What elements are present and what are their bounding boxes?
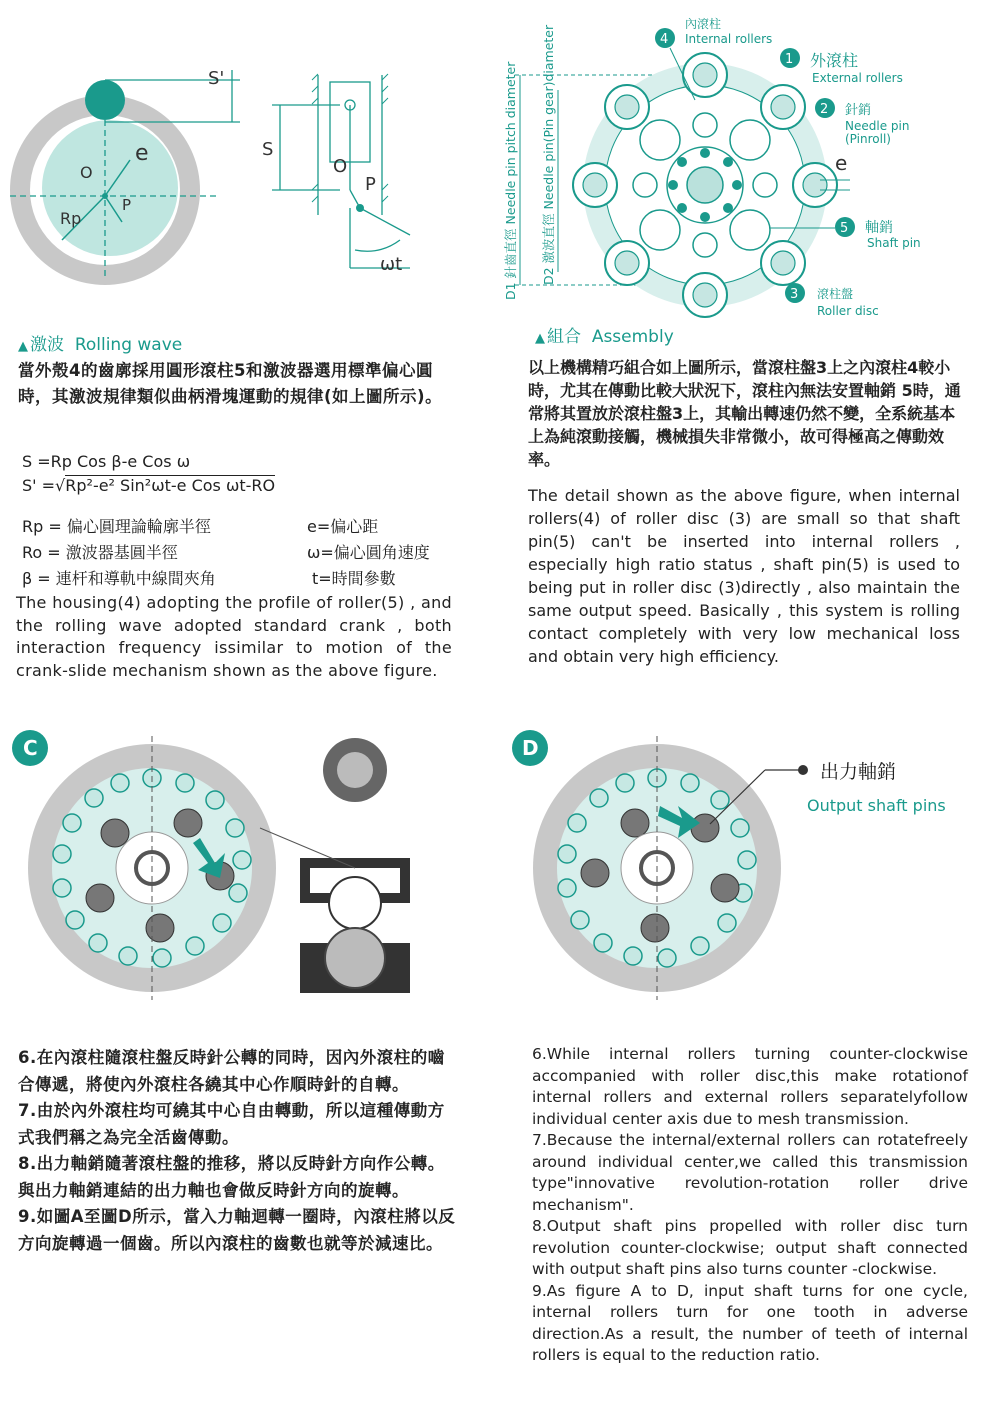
callout-5: 5: [840, 221, 849, 236]
label-d1: D1 針齒直徑 Needle pin pitch diameter: [503, 61, 518, 300]
bottom-zh-item: 9.如圖A至圖D所示，當入力軸迴轉一圈時，內滾柱將以反方向旋轉過一個齒。所以內滾柱的齒數也就等於減速比。: [18, 1207, 456, 1253]
bottom-en-block: [532, 1044, 968, 1367]
badge-c: C: [23, 736, 38, 760]
label-d2: D2 激波直徑 Needle pin(Pin gear)diameter: [541, 24, 556, 285]
label-o: O: [80, 163, 93, 182]
label-e-assembly: e: [835, 151, 848, 175]
formula-1: S =Rp Cos β-e Cos ω: [22, 452, 191, 471]
bottom-en-item: 6.While internal rollers turning counter-clockwise accompanied with roller disc,this make rotationof internal rollers and external rollers separatelyfollow individual center axis due to mesh transmission.: [532, 1045, 968, 1128]
caption-triangle-icon: ▲: [535, 331, 545, 346]
label-external-en: External rollers: [812, 71, 903, 85]
caption-en: Assembly: [591, 327, 674, 347]
label-shaft-zh: 軸銷: [865, 220, 893, 236]
formula-2-prefix: S' =: [22, 476, 56, 495]
caption-en: Rolling wave: [74, 335, 183, 355]
formula-2-body: Rp²-e² Sin²ωt-e Cos ωt-RO: [65, 476, 276, 495]
label-wt: ωt: [380, 254, 403, 275]
assembly-diagram: [500, 10, 990, 320]
figure-d: [510, 728, 990, 1008]
bottom-zh-block: [18, 1045, 458, 1257]
callout-3: 3: [790, 287, 799, 302]
legend-row: [22, 514, 442, 537]
callout-2: 2: [820, 102, 829, 117]
label-e: e: [135, 141, 149, 166]
sqrt-icon: √: [55, 476, 66, 495]
legend-row: [22, 540, 442, 563]
bottom-en-item: 9.As figure A to D, input shaft turns for one cycle, internal rollers turn for one tooth in adverse direction.As a result, the number of teeth of internal rollers is equal to the reduction ratio.: [532, 1281, 968, 1364]
legend-right: t=時間參數: [312, 569, 396, 588]
label-roller-disc-en: Roller disc: [817, 304, 879, 318]
legend-left: Rp = 偏心圓理論輪廓半徑: [22, 517, 211, 536]
legend-row: [22, 566, 442, 589]
label-internal-en: Internal rollers: [685, 32, 773, 46]
badge-d: D: [522, 736, 539, 760]
label-internal-zh: 內滾柱: [685, 17, 722, 31]
label-shaft-en: Shaft pin: [867, 236, 921, 250]
caption-zh: 組合: [547, 327, 581, 347]
label-s: S: [262, 139, 274, 160]
caption-rolling-wave: [18, 330, 182, 355]
label-o-slider: O: [333, 156, 348, 177]
rolling-wave-paragraph-en: The housing(4) adopting the profile of roller(5) , and the rolling wave adopted standard crank , both interaction frequency issimilar to motion of the crank-slide mechanism shown as the above figure.: [16, 593, 452, 680]
label-p: P: [122, 196, 132, 214]
bottom-en-item: 8.Output shaft pins propelled with roller disc turn revolution counter-clockwise; output shaft connected with output shaft pins also turns counter -clockwise.: [532, 1217, 968, 1278]
caption-zh: 激波: [30, 335, 64, 355]
rolling-wave-diagram: [10, 60, 450, 290]
legend-left: Ro = 激波器基圓半徑: [22, 543, 178, 562]
bottom-zh-item: 7.由於內外滾柱均可繞其中心自由轉動，所以這種傳動方式我們稱之為完全活齒傳動。: [18, 1101, 445, 1147]
label-s-prime: S': [208, 68, 225, 89]
legend-left: β = 連杆和導軌中線間夾角: [22, 569, 216, 588]
callout-1: 1: [785, 52, 794, 67]
caption-triangle-icon: ▲: [18, 339, 28, 354]
label-rp: Rp: [60, 209, 82, 228]
assembly-paragraph-en: The detail shown as the above figure, when internal rollers(4) of roller disc (3) are small so that shaft pin(5) can't be inserted into internal rollers , especially high ratio status , shaft pin(5) is used to being put in roller disc (3)directly , also maintain the same output speed. Basically , this system is rolling contact completely with very low mechanical loss and obtain very high efficiency.: [528, 486, 960, 666]
bottom-zh-item: 8.出力軸銷隨著滾柱盤的推移，將以反時針方向作公轉。與出力軸銷連結的出力軸也會做反時針方向的旋轉。: [18, 1154, 445, 1200]
label-needle-zh: 針銷: [845, 103, 872, 118]
bottom-zh-item: 6.在內滾柱隨滾柱盤反時針公轉的同時，因內外滾柱的嚙合傳遞，將使內外滾柱各繞其中心作順時針的自轉。: [18, 1048, 445, 1094]
callout-4: 4: [660, 32, 669, 47]
formula-2: [22, 476, 275, 495]
label-roller-disc-zh: 滾柱盤: [817, 287, 854, 301]
legend-right: ω=偏心圓角速度: [307, 543, 430, 562]
label-output-en: Output shaft pins: [807, 796, 946, 815]
caption-assembly: [535, 322, 674, 347]
label-needle-en2: (Pinroll): [845, 132, 891, 146]
assembly-paragraph-zh: 以上機構精巧組合如上圖所示，當滾柱盤3上之內滾柱4較小時，尤其在傳動比較大狀況下，滾柱內無法安置軸銷 5時，通常將其置放於滾柱盤3上，其輸出轉速仍然不變，全系統基本上為純滾動接觸，機械損失非常微小，故可得極高之傳動效率。: [528, 358, 961, 469]
rolling-wave-paragraph-zh: 當外殼4的齒廓採用圓形滾柱5和激波器選用標準偏心圓時，其激波規律類似曲柄滑塊運動的規律(如上圖所示)。: [18, 361, 443, 406]
label-output-zh: 出力軸銷: [820, 761, 897, 783]
bottom-en-item: 7.Because the internal/external rollers can rotatefreely around individual center,we called this transmission type"innovative revolution-rotation roller drive mechanism".: [532, 1131, 968, 1214]
label-p-slider: P: [365, 174, 376, 195]
legend-right: e=偏心距: [307, 517, 379, 536]
label-needle-en: Needle pin: [845, 119, 910, 133]
label-external-zh: 外滾柱: [810, 51, 859, 70]
figure-c: [10, 728, 480, 1008]
